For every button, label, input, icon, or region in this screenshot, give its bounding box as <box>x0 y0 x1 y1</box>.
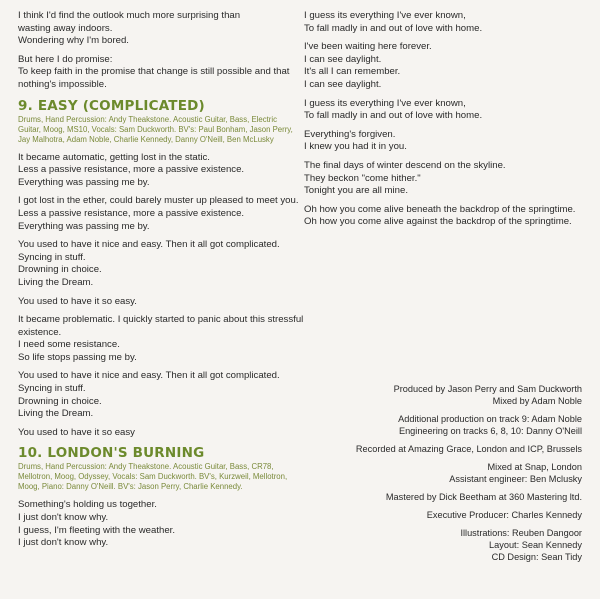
lyric-line: Syncing in stuff. <box>18 383 86 395</box>
lyric-line: Less a passive resistance, more a passive existence. <box>18 164 245 176</box>
lyric-stanza <box>304 160 584 198</box>
credit-line: Mastered by Dick Beetham at 360 Mastering ltd. <box>385 492 582 502</box>
lyric-stanza <box>18 314 304 364</box>
lyric-line: I can see daylight. <box>304 78 382 90</box>
lyric-line: Everything was passing me by. <box>18 176 150 188</box>
lyric-line: I guess, I'm fleeting with the weather. <box>18 524 176 536</box>
lyric-line: nothing's impossible. <box>18 78 107 90</box>
credit-line: Produced by Jason Perry and Sam Duckworth <box>393 384 582 394</box>
lyric-line: Something's holding us together. <box>18 499 157 511</box>
lyric-line: The final days of winter descend on the skyline. <box>304 159 506 171</box>
credit-line: Recorded at Amazing Grace, London and ICP, Brussels <box>355 444 582 454</box>
lyric-line: You used to have it so easy. <box>18 295 137 307</box>
credit-line: Assistant engineer: Ben Mclusky <box>449 474 582 484</box>
lyric-stanza <box>304 129 584 154</box>
credit-line: Mixed by Adam Noble <box>492 396 582 406</box>
lyric-stanza <box>18 427 293 440</box>
lyric-line: Living the Dream. <box>18 408 94 420</box>
lyric-line: I just don't know why. <box>18 512 109 524</box>
track-10-credits: Drums, Hand Percussion: Andy Theakstone. Acoustic Guitar, Bass, CR78, Mellotron, Moog, Odyssey, Vocals: Sam Duckworth. BV's, Kurzweil, Mellotron, Moog, Piano: Danny O'Neill. BV's: Jason Perry, Charlie Kennedy. <box>18 462 288 492</box>
lyric-stanza <box>18 370 293 420</box>
lyric-stanza <box>18 499 293 549</box>
lyric-stanza <box>18 296 293 309</box>
lyric-line: I guess its everything I've ever known, <box>304 97 466 109</box>
lyric-line: Less a passive resistance, more a passive existence. <box>18 207 245 219</box>
lyric-line: They beckon "come hither." <box>304 172 421 184</box>
lyric-line: Syncing in stuff. <box>18 251 86 263</box>
lyric-line: To fall madly in and out of love with home. <box>304 22 483 34</box>
lyric-line: Oh how you come alive against the backdrop of the springtime. <box>304 216 572 228</box>
credit-block <box>292 527 582 563</box>
lyric-line: It became problematic. I quickly started to panic about this stressful <box>18 314 304 326</box>
lyric-line: I knew you had it in you. <box>304 141 407 153</box>
lyric-line: You used to have it nice and easy. Then it all got complicated. <box>18 239 280 251</box>
lyric-stanza <box>18 54 293 92</box>
lyric-stanza <box>304 10 584 35</box>
lyric-line: I guess its everything I've ever known, <box>304 10 466 21</box>
lyric-line: It's all I can remember. <box>304 66 401 78</box>
lyric-stanza <box>304 98 584 123</box>
credit-block <box>292 413 582 437</box>
lyric-line: I got lost in the ether, could barely muster up pleased to meet you. <box>18 195 299 207</box>
credit-block <box>292 443 582 455</box>
lyric-line: I need some resistance. <box>18 339 120 351</box>
intro-lyrics <box>18 10 293 92</box>
lyric-line: I've been waiting here forever. <box>304 41 432 53</box>
lyric-stanza <box>18 10 293 48</box>
lyric-line: To keep faith in the promise that change is still possible and that <box>18 66 290 78</box>
credit-block <box>292 491 582 503</box>
right-column <box>304 10 584 235</box>
lyric-line: I just don't know why. <box>18 537 109 549</box>
track-9-credits: Drums, Hand Percussion: Andy Theakstone. Acoustic Guitar, Bass, Electric Guitar, Moog, MS10, Vocals: Sam Duckworth. BV's: Paul Bonham, Jason Perry, Jay Malhotra, Adam Noble, Charlie Kennedy, Danny O'Neill, Ben McLusky <box>18 114 293 144</box>
lyric-stanza <box>18 239 293 289</box>
lyric-line: Drowning in choice. <box>18 264 102 276</box>
credit-line: CD Design: Sean Tidy <box>491 552 582 562</box>
production-credits <box>292 383 582 569</box>
track-10 <box>18 445 293 549</box>
lyric-line: You used to have it so easy <box>18 426 135 438</box>
lyric-line: Drowning in choice. <box>18 395 102 407</box>
lyric-line: I can see daylight. <box>304 53 382 65</box>
lyric-stanza <box>18 195 299 233</box>
credit-block <box>292 461 582 485</box>
lyric-line: existence. <box>18 326 62 338</box>
lyric-stanza <box>304 41 584 91</box>
credit-line: Mixed at Snap, London <box>487 462 582 472</box>
lyric-line: Everything's forgiven. <box>304 128 396 140</box>
credit-line: Engineering on tracks 6, 8, 10: Danny O'Neill <box>398 426 582 436</box>
lyric-line: Living the Dream. <box>18 276 94 288</box>
lyric-line: So life stops passing me by. <box>18 351 137 363</box>
credit-line: Layout: Sean Kennedy <box>489 540 582 550</box>
lyric-line: Wondering why I'm bored. <box>18 35 129 47</box>
credit-line: Illustrations: Reuben Dangoor <box>460 528 582 538</box>
track-9-title: 9. EASY (COMPLICATED) <box>18 97 205 114</box>
left-column <box>18 10 304 556</box>
lyric-line: But here I do promise: <box>18 53 113 65</box>
lyric-line: To fall madly in and out of love with home. <box>304 110 483 122</box>
track-9 <box>18 97 304 440</box>
lyric-line: Tonight you are all mine. <box>304 185 408 197</box>
lyric-line: wasting away indoors. <box>18 22 113 34</box>
lyric-line: I think I'd find the outlook much more surprising than <box>18 10 241 21</box>
lyric-stanza <box>304 204 584 229</box>
credit-line: Additional production on track 9: Adam Noble <box>398 414 582 424</box>
track-10-title: 10. LONDON'S BURNING <box>18 445 205 462</box>
lyric-line: You used to have it nice and easy. Then it all got complicated. <box>18 370 280 382</box>
lyric-stanza <box>18 152 293 190</box>
lyric-line: Oh how you come alive beneath the backdrop of the springtime. <box>304 203 576 215</box>
credit-block <box>292 509 582 521</box>
lyric-line: Everything was passing me by. <box>18 220 150 232</box>
credit-line: Executive Producer: Charles Kennedy <box>426 510 582 520</box>
credit-block <box>292 383 582 407</box>
lyric-line: It became automatic, getting lost in the static. <box>18 151 210 163</box>
